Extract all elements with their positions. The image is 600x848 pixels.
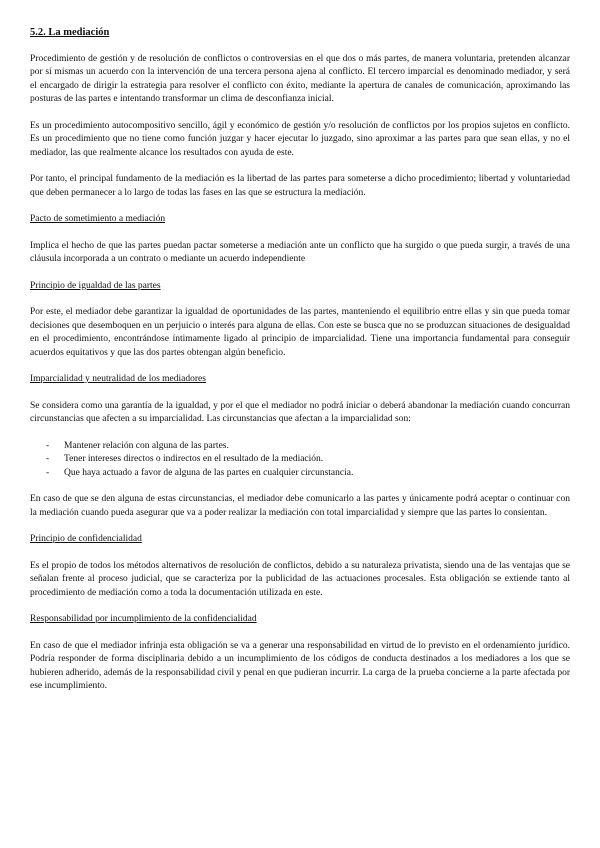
- dash-bullet: -: [46, 467, 50, 478]
- dash-bullet: -: [46, 440, 50, 451]
- list-item-text: Mantener relación con alguna de las partes.: [64, 440, 229, 451]
- circunstancias-list: [30, 440, 570, 481]
- list-item-text: Que haya actuado a favor de alguna de las partes en cualquier circunstancia.: [64, 467, 354, 478]
- imparcialidad-paragraph-2: En caso de que se den alguna de estas circunstancias, el mediador debe comunicarlo a las partes y únicamente podrá aceptar o continuar con la mediación cuando pueda asegurar que va a poder realizar la mediación con total imparcialidad y siempre que las partes lo consientan.: [30, 494, 570, 518]
- heading-igualdad: Principio de igualdad de las partes: [30, 280, 161, 291]
- igualdad-paragraph: Por este, el mediador debe garantizar la igualdad de oportunidades de las partes, manteniendo el equilibrio entre ellas y sin que pueda tomar decisiones que desemboquen en un perjuicio o interés para alguna de ellas. Con este se busca que no se produzcan situaciones de desigualdad en el procedimiento, encontrándose íntimamente ligado al principio de imparcialidad. Tiene una importancia fundamental para conseguir acuerdos equitativos y que las dos partes obtengan algún beneficio.: [30, 307, 570, 358]
- list-item: [30, 440, 570, 454]
- list-item: [30, 467, 570, 481]
- responsabilidad-paragraph: En caso de que el mediador infrinja esta obligación se va a generar una responsabilidad en virtud de lo previsto en el ordenamiento jurídico. Podría responder de forma disciplinaria debido a un incumplimiento de los códigos de conducta destinados a los mediadores a los que se hubieren adherido, además de la responsabilidad civil y penal en que pudieran incurrir. La carga de la prueba concierne a la parte afectada por ese incumplimiento.: [30, 640, 570, 691]
- dash-bullet: -: [46, 454, 50, 464]
- confidencialidad-paragraph: Es el propio de todos los métodos alternativos de resolución de conflictos, debido a su naturaleza privatista, siendo una de las ventajas que se señalan frente al proceso judicial, que se caracteriza por la publicidad de las actuaciones procesales. Esta obligación se extiende tanto al procedimiento de mediación como a toda la documentación utilizada en este.: [30, 560, 570, 598]
- section-title: 5.2. La mediación: [30, 27, 110, 38]
- heading-imparcialidad: Imparcialidad y neutralidad de los mediadores: [30, 374, 206, 384]
- intro-paragraph-2: Es un procedimiento autocompositivo sencillo, ágil y económico de gestión y/o resolución de conflictos por los propios sujetos en conflicto. Es un procedimiento que no tiene como función juzgar y hacer ejecutar lo juzgado, sino aproximar a las partes para que sean ellas, y no el mediador, las que realmente alcance los resultados con ayuda de este.: [30, 120, 570, 158]
- imparcialidad-paragraph-1: Se considera como una garantía de la igualdad, y por el que el mediador no podrá iniciar o deberá abandonar la mediación cuando concurran circunstancias que afecten a su imparcialidad. Las circunstancias que afectan a la imparcialidad son:: [30, 400, 570, 424]
- intro-paragraph-1: Procedimiento de gestión y de resolución de conflictos o controversias en el que dos o más partes, de manera voluntaria, pretenden alcanzar por sí mismas un acuerdo con la intervención de una tercera persona ajena al conflicto. El tercero imparcial es denominado mediador, y será el encargado de dirigir la estrategia para resolver el conflicto con éxito, mediante la apertura de canales de comunicación, aproximando las posturas de las partes e intentando transformar un clima de desconfianza inicial.: [30, 53, 570, 104]
- list-item: [30, 453, 570, 467]
- intro-paragraph-3: Por tanto, el principal fundamento de la mediación es la libertad de las partes para someterse a dicho procedimiento; libertad y voluntariedad que deben permanecer a lo largo de todas las fases en las que se estructura la mediación.: [30, 174, 570, 198]
- list-item-text: Tener intereses directos o indirectos en el resultado de la mediación.: [64, 454, 324, 464]
- document-page: [30, 26, 570, 707]
- pacto-paragraph: Implica el hecho de que las partes puedan pactar someterse a mediación ante un conflicto que ha surgido o que pueda surgir, a través de una cláusula incorporada a un contrato o mediante un acuerdo independiente: [30, 240, 570, 264]
- heading-responsabilidad: Responsabilidad por incumplimiento de la confidencialidad: [30, 614, 257, 624]
- heading-pacto: Pacto de sometimiento a mediación: [30, 214, 166, 224]
- heading-confidencialidad: Principio de confidencialidad: [30, 534, 142, 544]
